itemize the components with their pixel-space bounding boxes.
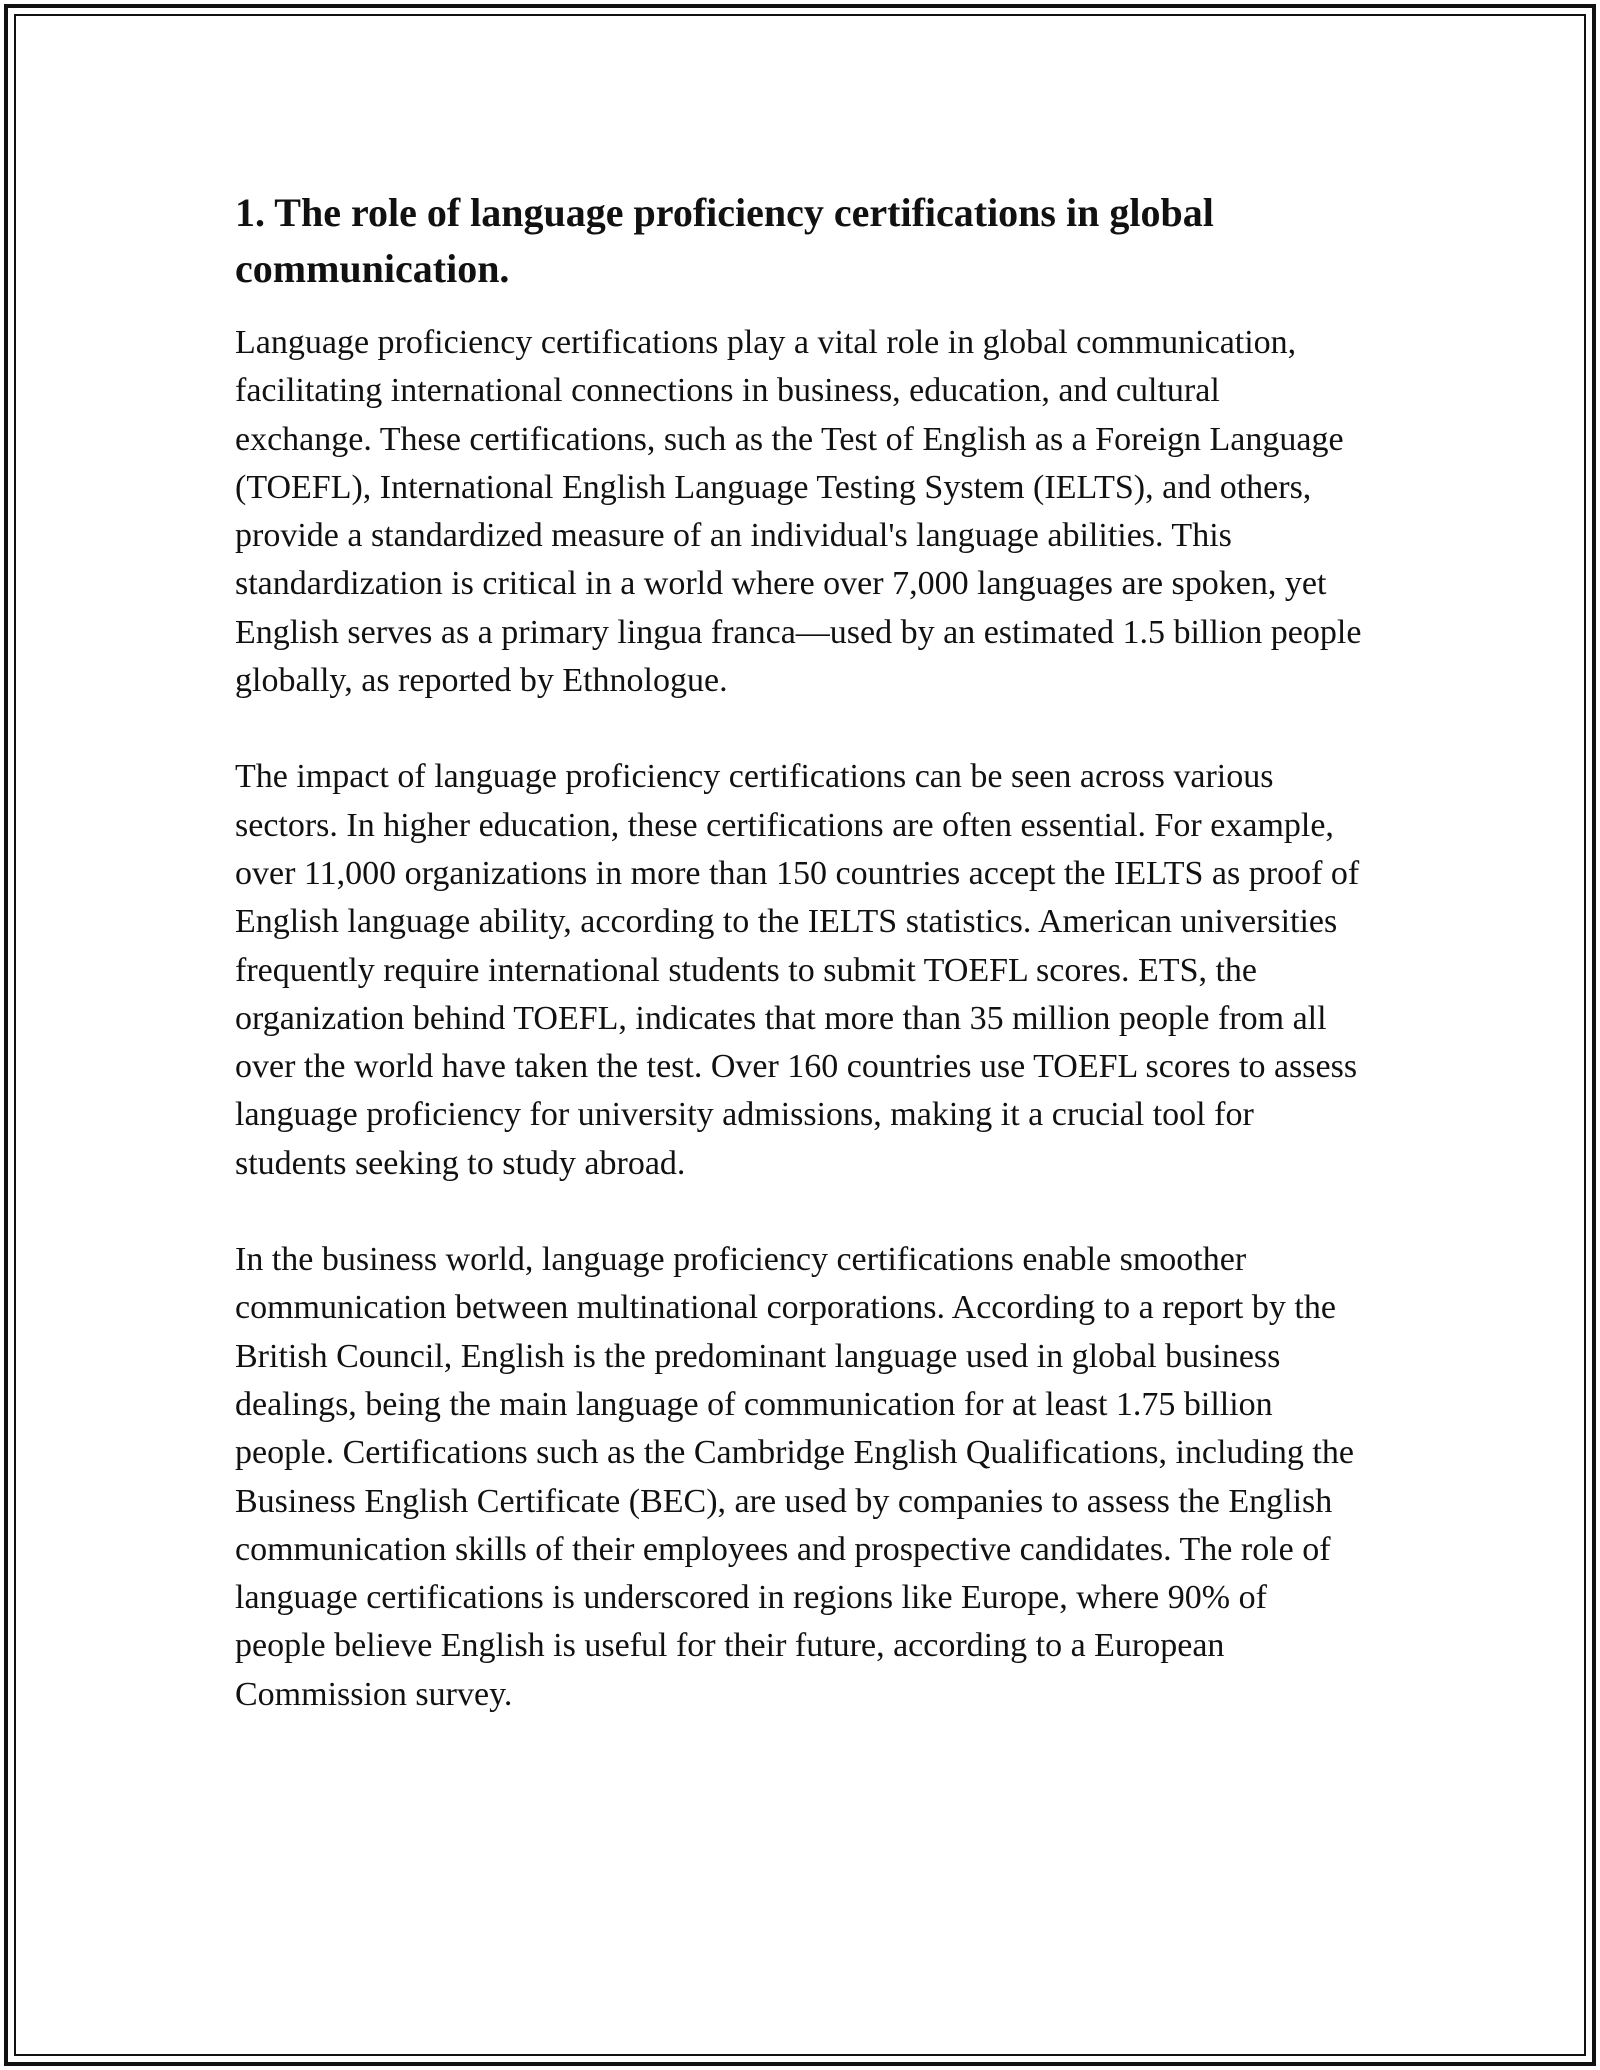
document-body (235, 185, 1365, 1767)
paragraph-business: In the business world, language proficiency certifications enable smoother communication between multinational corporations. According to a report by the British Council, English is the predominant language used in global business dealings, being the main language of communication for at least 1.75 billion people. Certifications such as the Cambridge English Qualifications, including the Business English Certificate (BEC), are used by companies to assess the English communication skills of their employees and prospective candidates. The role of language certifications is underscored in regions like Europe, where 90% of people believe English is useful for their future, according to a European Commission survey. (235, 1241, 1354, 1713)
paragraph-education: The impact of language proficiency certifications can be seen across various sectors. In higher education, these certifications are often essential. For example, over 11,000 organizations in more than 150 countries accept the IELTS as proof of English language ability, according to the IELTS statistics. American universities frequently require international students to submit TOEFL scores. ETS, the organization behind TOEFL, indicates that more than 35 million people from all over the world have taken the test. Over 160 countries use TOEFL scores to assess language proficiency for university admissions, making it a crucial tool for students seeking to study abroad. (235, 758, 1360, 1182)
paragraph-intro: Language proficiency certifications play a vital role in global communication, facilitating international connections in business, education, and cultural exchange. These certifications, such as the Test of English as a Foreign Language (TOEFL), International English Language Testing System (IELTS), and others, provide a standardized measure of an individual's language abilities. This standardization is critical in a world where over 7,000 languages are spoken, yet English serves as a primary lingua franca—used by an estimated 1.5 billion people globally, as reported by Ethnologue. (235, 324, 1362, 700)
section-heading: 1. The role of language proficiency certifications in global communication. (235, 190, 1214, 291)
